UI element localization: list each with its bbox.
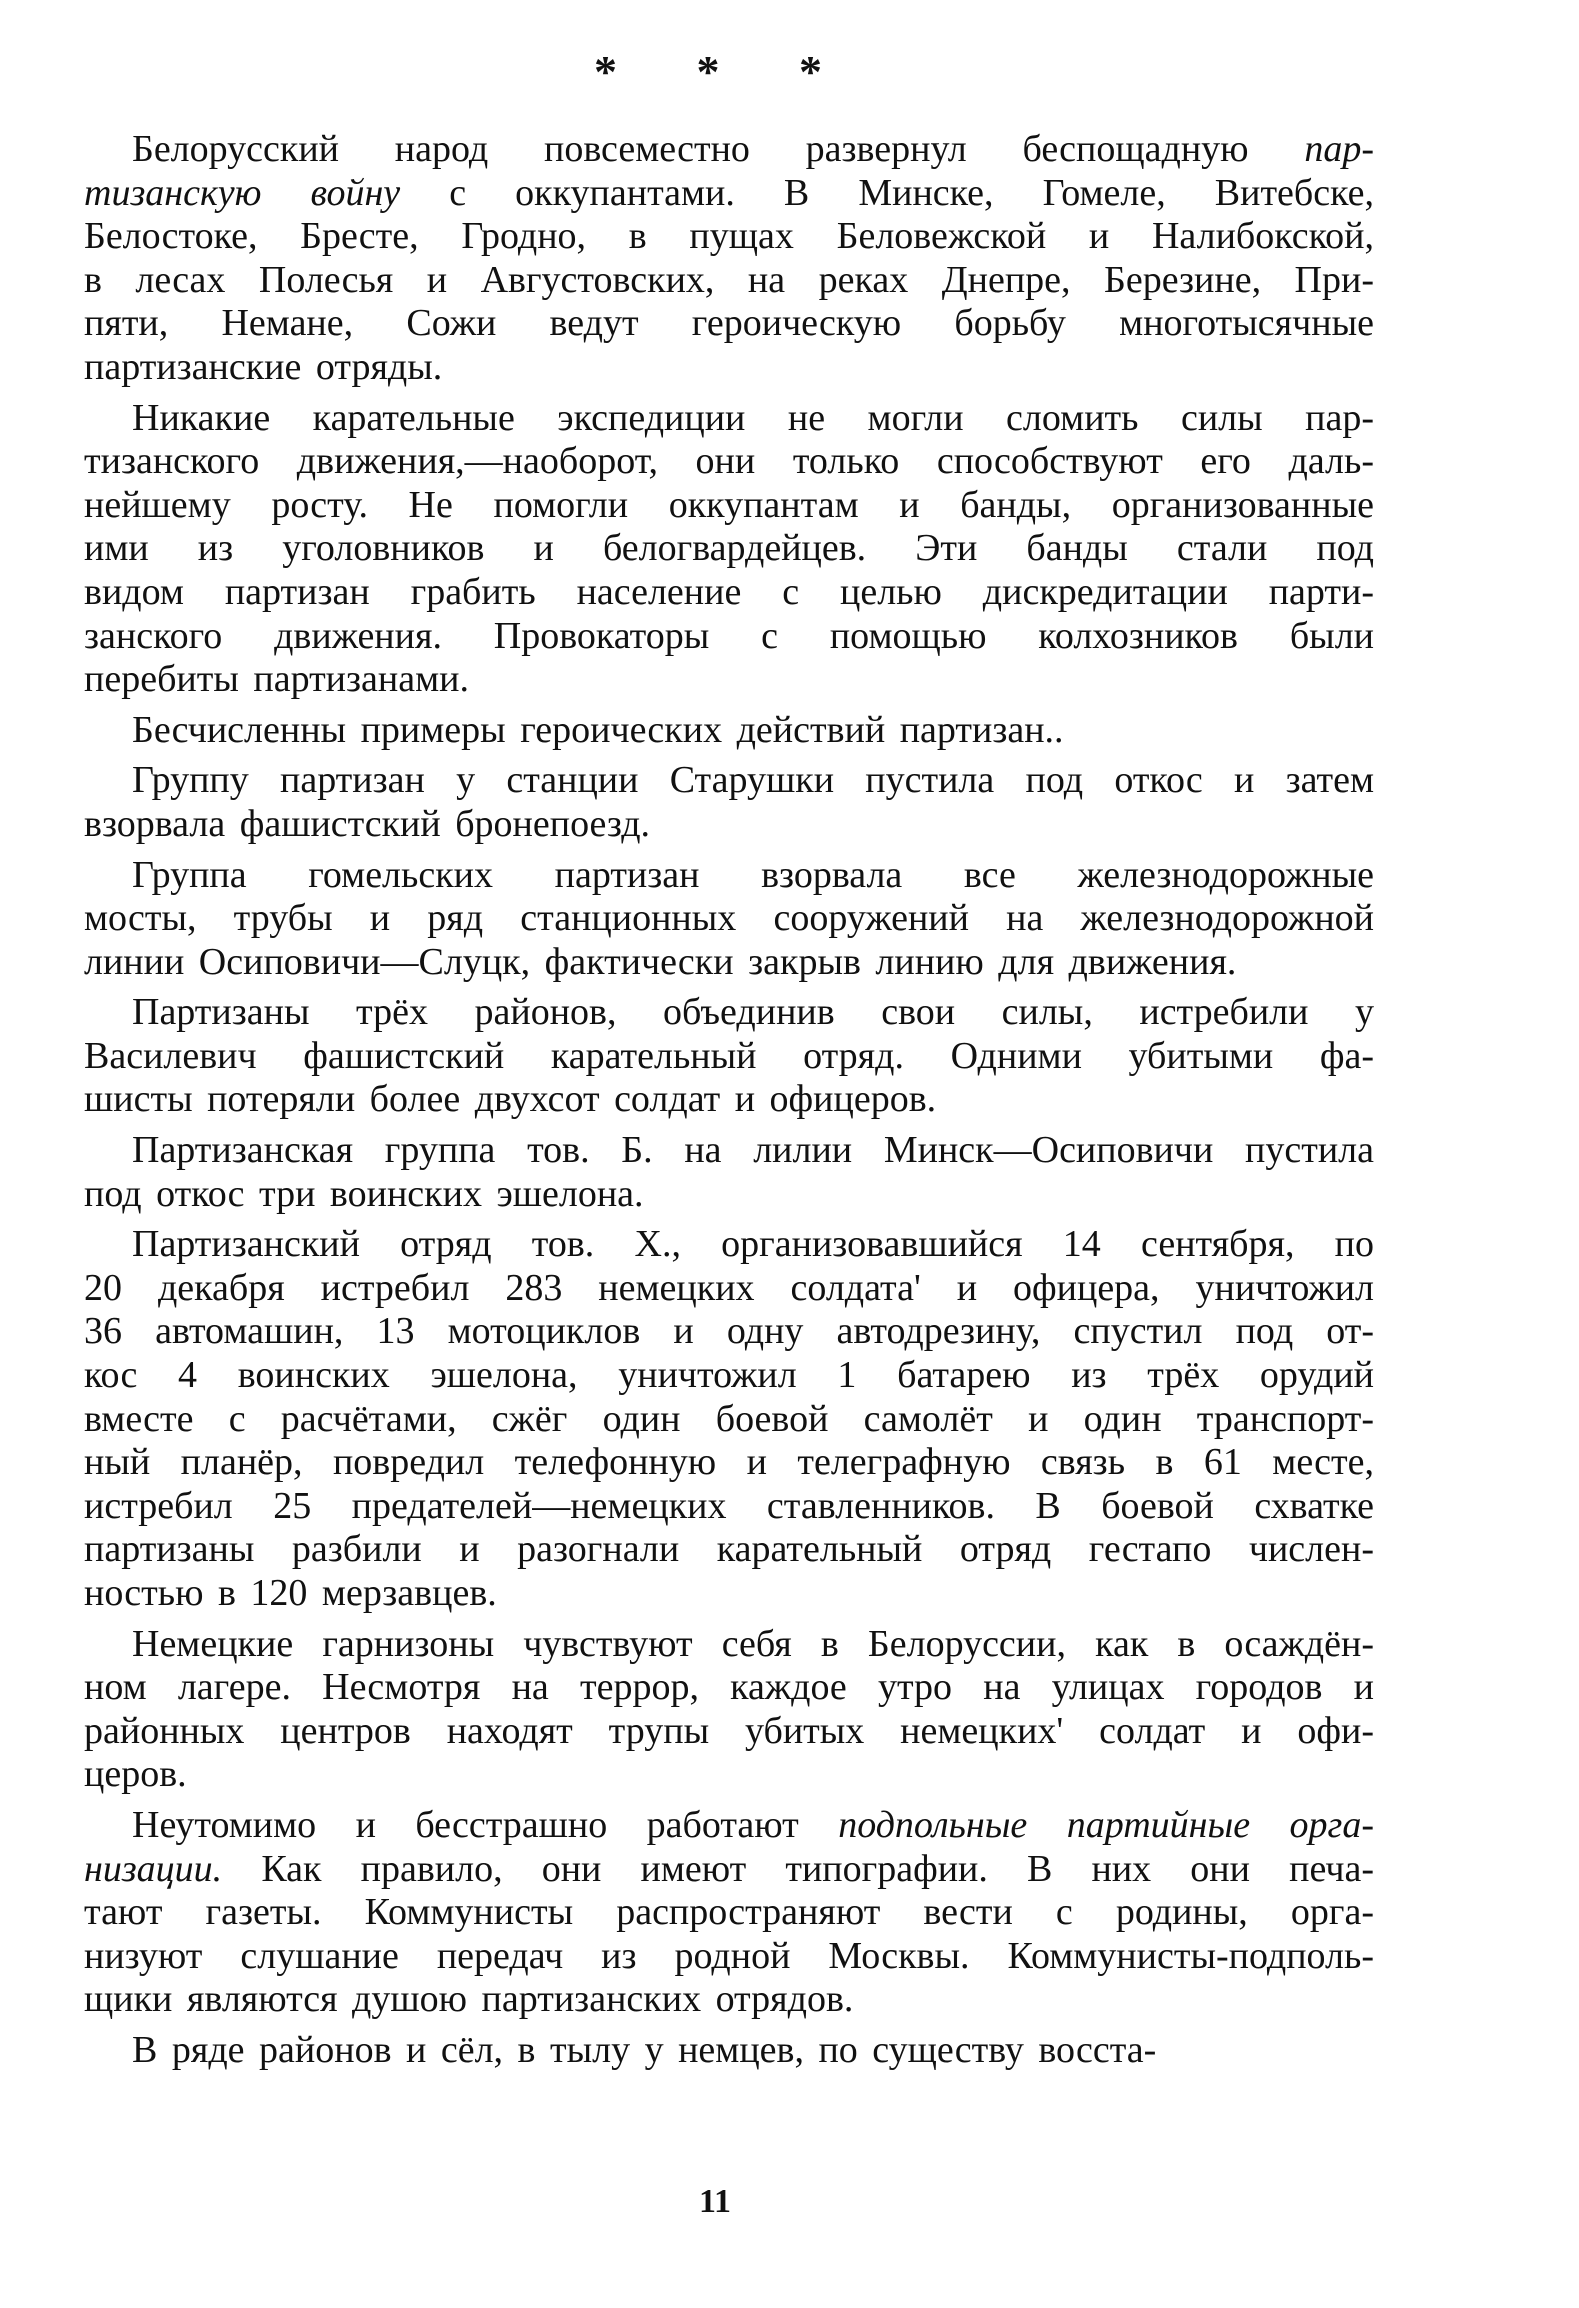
- text-line: [84, 941, 1374, 985]
- text-line: [84, 854, 1374, 898]
- text-segment: шисты потеряли более двухсот солдат и офицеров.: [84, 1078, 937, 1121]
- text-line: [84, 1666, 1374, 1710]
- text-segment: мосты, трубы и ряд станционных сооружений на железнодорожной: [84, 897, 1374, 940]
- text-segment: в лесах Полесья и Августовских, на реках Днепре, Березине, При-: [84, 258, 1374, 301]
- text-line: [84, 259, 1374, 303]
- italic-text: низации.: [84, 1847, 223, 1890]
- text-segment: тизанского движения,—наоборот, они только способствуют его даль-: [84, 440, 1374, 483]
- text-segment: Неутомимо и бесстрашно работают: [132, 1803, 839, 1846]
- text-line: [84, 1354, 1374, 1398]
- text-line: [84, 759, 1374, 803]
- paragraph: [84, 2029, 1374, 2073]
- text-segment: кос 4 воинских эшелона, уничтожил 1 батарею из трёх орудий: [84, 1354, 1374, 1397]
- text-line: [84, 1310, 1374, 1354]
- italic-text: тизанскую войну: [84, 171, 401, 214]
- text-segment: В ряде районов и сёл, в тылу у немцев, по существу восста-: [132, 2028, 1157, 2071]
- text-line: [84, 2029, 1374, 2073]
- text-line: [84, 991, 1374, 1035]
- text-segment: Партизанская группа тов. Б. на лилии Минск—Осиповичи пустила: [132, 1129, 1374, 1172]
- text-segment: Партизанский отряд тов. X., организовавшийся 14 сентября, по: [132, 1223, 1374, 1266]
- text-line: [84, 128, 1374, 172]
- text-line: [84, 1078, 1374, 1122]
- text-segment: Как правило, они имеют типографии. В них они печа-: [222, 1847, 1374, 1890]
- text-segment: Белостоке, Бресте, Гродно, в пущах Беловежской и Налибокской,: [84, 215, 1374, 258]
- text-line: [84, 1267, 1374, 1311]
- text-line: [84, 346, 1374, 390]
- text-line: [84, 527, 1374, 571]
- text-segment: 20 декабря истребил 283 немецких солдата' и офицера, уничтожил: [84, 1266, 1374, 1309]
- text-segment: Немецкие гарнизоны чувствуют себя в Белоруссии, как в осаждён-: [132, 1622, 1374, 1665]
- text-line: [84, 1935, 1374, 1979]
- text-line: [84, 1528, 1374, 1572]
- text-line: [84, 1753, 1374, 1797]
- text-line: [84, 1035, 1374, 1079]
- text-line: [84, 709, 1374, 753]
- paragraph: [84, 1129, 1374, 1216]
- paragraph: [84, 1623, 1374, 1797]
- text-line: [84, 1978, 1374, 2022]
- text-segment: церов.: [84, 1753, 187, 1796]
- text-segment: занского движения. Провокаторы с помощью колхозников были: [84, 614, 1374, 657]
- paragraph: [84, 854, 1374, 985]
- text-segment: пяти, Немане, Сожи ведут героическую борьбу многотысячные: [84, 302, 1374, 345]
- text-line: [84, 571, 1374, 615]
- text-segment: истребил 25 предателей—немецких ставленников. В боевой схватке: [84, 1484, 1374, 1527]
- text-segment: Партизаны трёх районов, объединив свои силы, истребили у: [132, 991, 1374, 1034]
- text-segment: взорвала фашистский бронепоезд.: [84, 802, 651, 845]
- text-line: [84, 1572, 1374, 1616]
- text-segment: Группа гомельских партизан взорвала все железнодорожные: [132, 853, 1374, 896]
- text-segment: щики являются душою партизанских отрядов.: [84, 1978, 854, 2021]
- page-number: 11: [698, 2183, 732, 2220]
- section-separator: * * *: [594, 46, 856, 97]
- text-segment: Василевич фашистский карательный отряд. Одними убитыми фа-: [84, 1034, 1374, 1077]
- paragraph: [84, 1804, 1374, 2022]
- text-segment: ностью в 120 мерзавцев.: [84, 1572, 497, 1614]
- text-segment: 36 автомашин, 13 мотоциклов и одну автодрезину, спустил под от-: [84, 1310, 1374, 1353]
- text-line: [84, 803, 1374, 847]
- text-segment: с оккупантами. В Минске, Гомеле, Витебске,: [400, 171, 1375, 214]
- text-line: [84, 440, 1374, 484]
- text-line: [84, 897, 1374, 941]
- text-line: [84, 1223, 1374, 1267]
- text-line: [84, 215, 1374, 259]
- text-line: [84, 1623, 1374, 1667]
- paragraph: [84, 128, 1374, 390]
- text-segment: низуют слушание передач из родной Москвы. Коммунисты-подполь-: [84, 1934, 1374, 1977]
- text-segment: ный планёр, повредил телефонную и телеграфную связь в 61 месте,: [84, 1441, 1374, 1484]
- paragraph: [84, 1223, 1374, 1615]
- text-line: [84, 1891, 1374, 1935]
- body-text: [84, 128, 1374, 2080]
- paragraph: [84, 397, 1374, 702]
- text-segment: линии Осиповичи—Слуцк, фактически закрыв линию для движения.: [84, 940, 1237, 983]
- text-line: [84, 1398, 1374, 1442]
- text-line: [84, 1848, 1374, 1892]
- text-line: [84, 1710, 1374, 1754]
- paragraph: [84, 709, 1374, 753]
- text-segment: Никакие карательные экспедиции не могли сломить силы пар-: [132, 396, 1374, 439]
- text-segment: видом партизан грабить население с целью дискредитации парти-: [84, 570, 1374, 613]
- text-segment: вместе с расчётами, сжёг один боевой самолёт и один транспорт-: [84, 1397, 1374, 1440]
- text-line: [84, 1804, 1374, 1848]
- italic-text: пар-: [1304, 128, 1374, 170]
- text-line: [84, 1441, 1374, 1485]
- text-line: [84, 172, 1374, 216]
- text-line: [84, 484, 1374, 528]
- text-line: [84, 1129, 1374, 1173]
- text-line: [84, 1485, 1374, 1529]
- text-segment: ими из уголовников и белогвардейцев. Эти банды стали под: [84, 527, 1374, 570]
- text-segment: Бесчисленны примеры героических действий партизан..: [132, 708, 1064, 751]
- italic-text: подпольные партийные орга-: [838, 1803, 1374, 1846]
- text-line: [84, 397, 1374, 441]
- paragraph: [84, 759, 1374, 846]
- paragraph: [84, 991, 1374, 1122]
- text-segment: партизанские отряды.: [84, 345, 443, 388]
- text-segment: ном лагере. Несмотря на террор, каждое утро на улицах городов и: [84, 1666, 1374, 1709]
- text-segment: нейшему росту. Не помогли оккупантам и банды, организованные: [84, 483, 1374, 526]
- text-line: [84, 1173, 1374, 1217]
- text-segment: Группу партизан у станции Старушки пустила под откос и затем: [132, 759, 1374, 802]
- text-segment: районных центров находят трупы убитых немецких' солдат и офи-: [84, 1709, 1374, 1752]
- text-segment: под откос три воинских эшелона.: [84, 1172, 644, 1215]
- text-segment: тают газеты. Коммунисты распространяют вести с родины, орга-: [84, 1891, 1374, 1934]
- text-segment: Белорусский народ повсеместно развернул беспощадную: [132, 128, 1305, 170]
- text-line: [84, 302, 1374, 346]
- text-line: [84, 658, 1374, 702]
- text-segment: партизаны разбили и разогнали карательный отряд гестапо числен-: [84, 1528, 1374, 1571]
- text-segment: перебиты партизанами.: [84, 658, 469, 701]
- text-line: [84, 615, 1374, 659]
